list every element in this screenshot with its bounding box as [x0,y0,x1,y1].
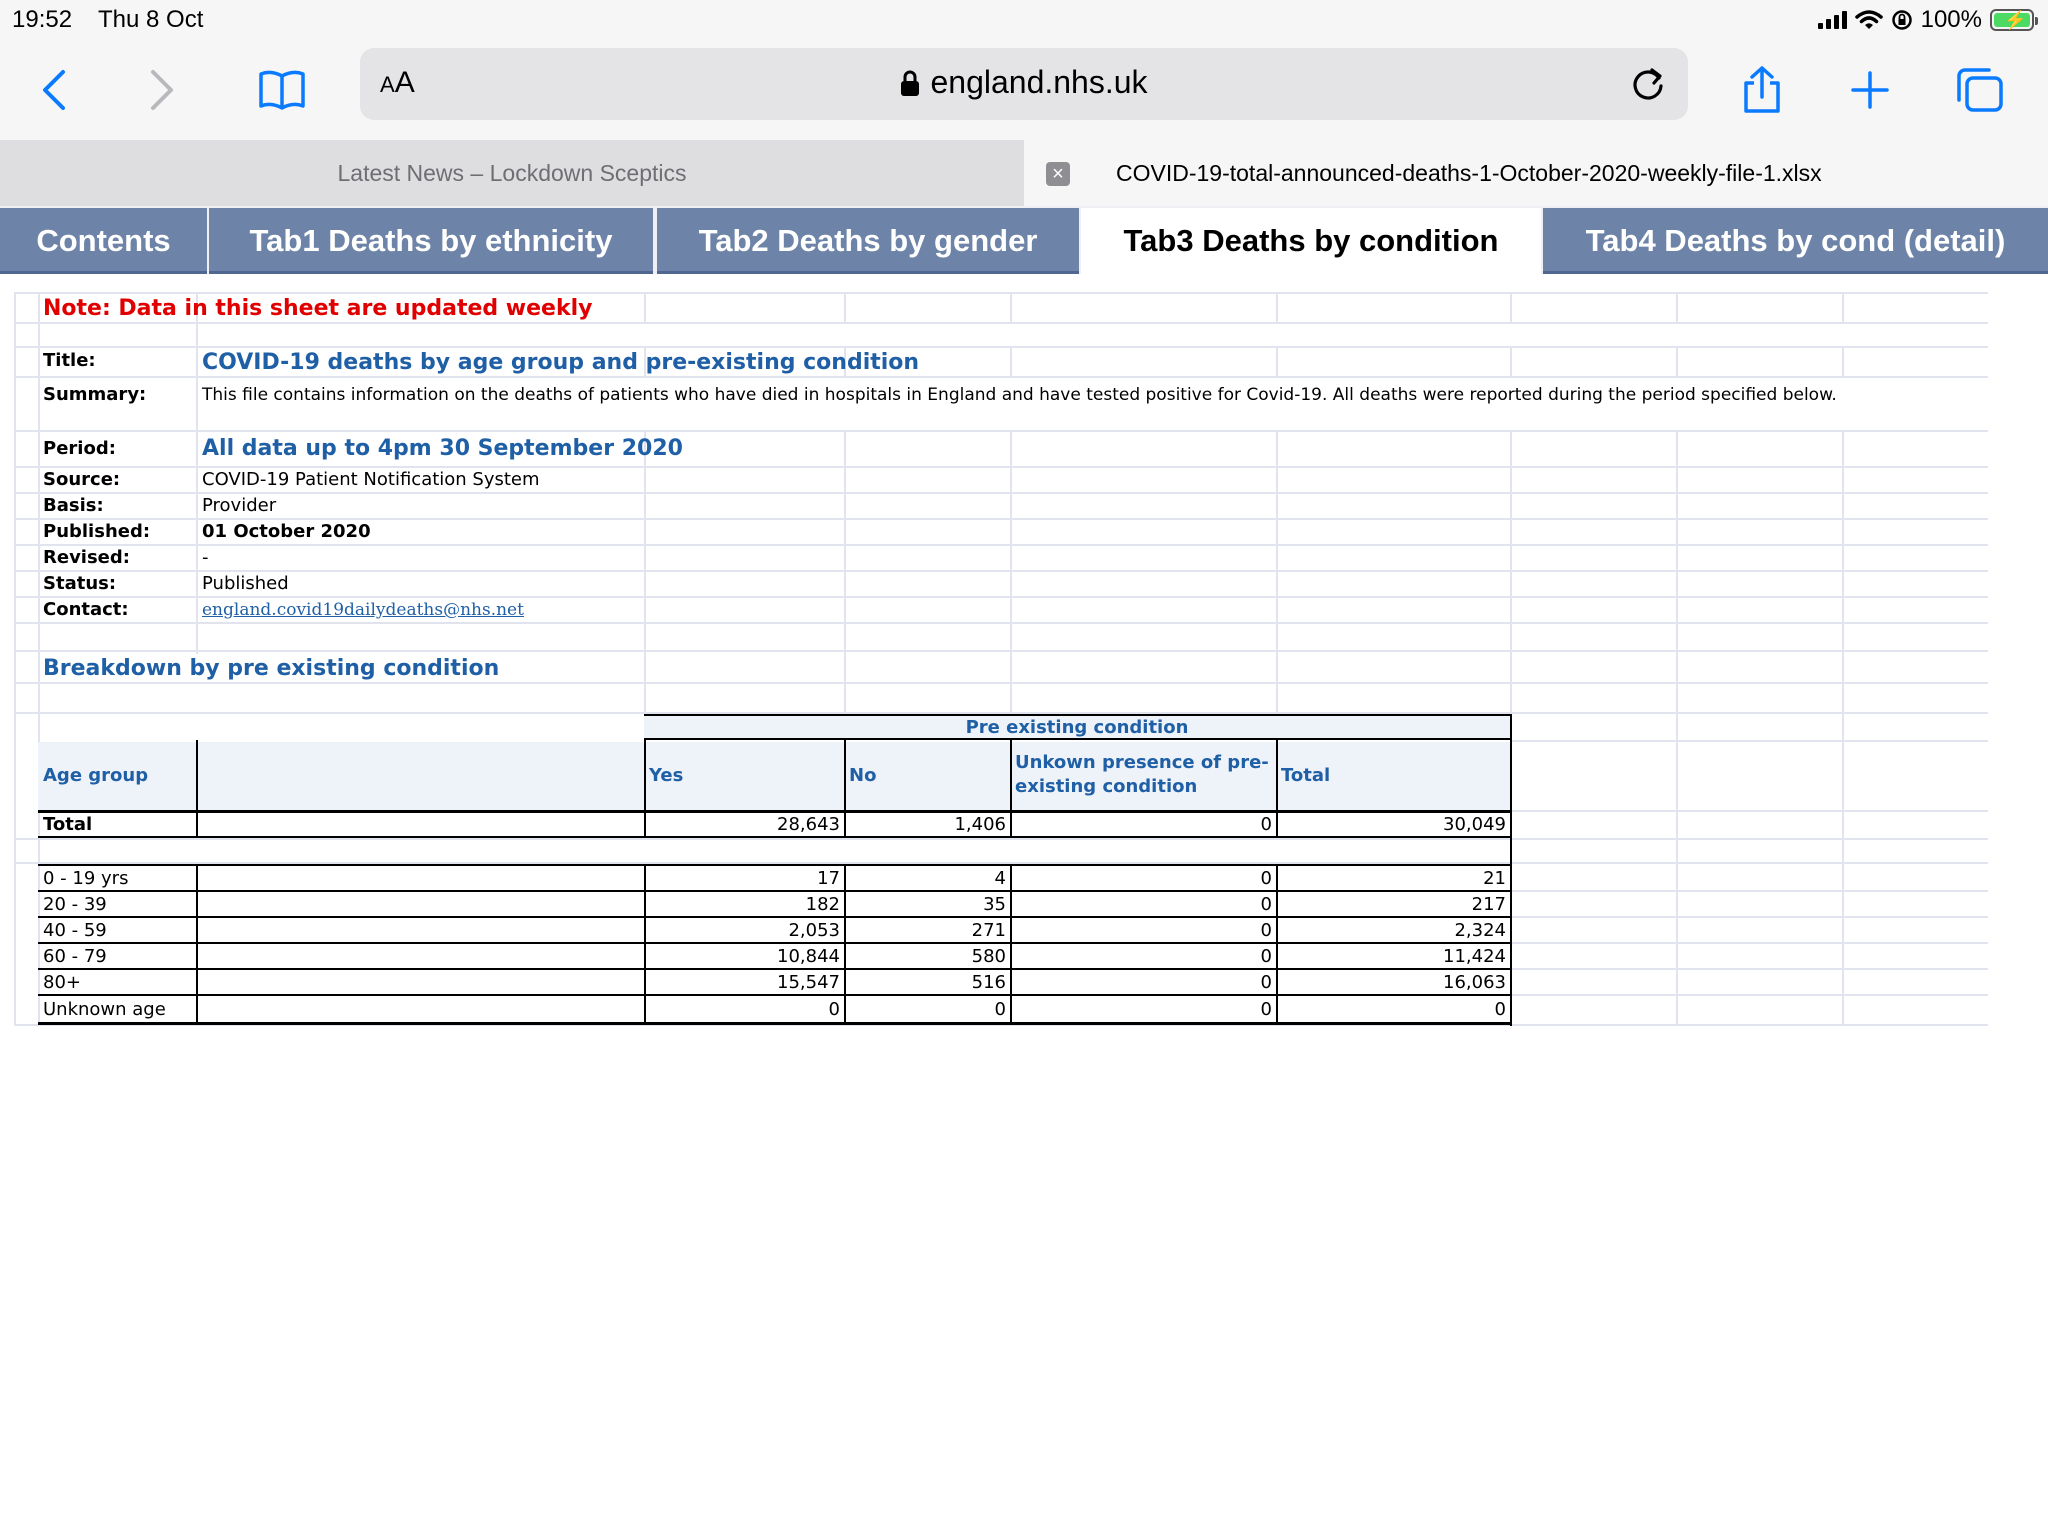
period-value: All data up to 4pm 30 September 2020 [202,436,683,461]
battery-percentage: 100% [1920,6,1982,33]
contact-email-link[interactable]: england.covid19dailydeaths@nhs.net [202,600,524,620]
col-header-unknown-line2: existing condition [1015,776,1198,797]
browser-toolbar [0,40,2048,140]
status-bar [0,0,2048,40]
book-icon [257,68,307,112]
revised-value: - [202,547,209,568]
source-label: Source: [43,469,121,490]
row-age: 20 - 39 [43,894,107,915]
basis-label: Basis: [43,495,104,516]
new-tab-button[interactable] [1840,60,1900,120]
reload-icon[interactable] [1628,64,1668,104]
row-no: 516 [971,972,1006,993]
row-total: 217 [1471,894,1506,915]
row-unknown: 0 [1260,946,1272,967]
row-age: Unknown age [43,999,166,1020]
orientation-lock-icon [1891,9,1913,31]
battery-icon: ⚡ [1990,9,2034,31]
browser-tab-xlsx[interactable] [1024,140,2048,206]
published-label: Published: [43,521,151,542]
total-yes: 28,643 [777,814,840,835]
summary-text: This file contains information on the deaths of patients who have died in hospitals in England and have tested positive for Covid-19. All deaths were reported during the period specified below. [202,385,1837,405]
wifi-icon [1855,9,1883,31]
status-date: Thu 8 Oct [98,6,204,33]
sheet-tab-ethnicity[interactable]: Tab1 Deaths by ethnicity [209,208,653,274]
row-no: 35 [983,894,1006,915]
row-no: 271 [971,920,1006,941]
cellular-signal-icon [1818,11,1847,29]
sheet-tab-bar [0,206,2048,274]
total-row-label: Total [43,814,93,835]
col-header-age-group: Age group [43,765,149,786]
row-unknown: 0 [1260,972,1272,993]
row-yes: 17 [817,868,840,889]
row-age: 80+ [43,972,81,993]
row-yes: 2,053 [788,920,840,941]
row-total: 2,324 [1454,920,1506,941]
browser-tab-title: COVID-19-total-announced-deaths-1-October-2020-weekly-file-1.xlsx [1116,160,1822,186]
row-no: 0 [994,999,1006,1020]
col-header-total: Total [1281,765,1331,786]
row-unknown: 0 [1260,920,1272,941]
url-text[interactable]: england.nhs.uk [930,64,1148,100]
published-value: 01 October 2020 [202,521,371,542]
share-button[interactable] [1732,60,1792,120]
row-total: 21 [1483,868,1506,889]
col-header-unknown-line1: Unkown presence of pre- [1015,752,1269,773]
status-label: Status: [43,573,117,594]
tabs-overview-button[interactable] [1950,60,2010,120]
revised-label: Revised: [43,547,130,568]
status-indicators [1818,5,2034,35]
row-yes: 0 [828,999,840,1020]
sheet-note: Note: Data in this sheet are updated weekly [43,296,593,321]
browser-tab-bar [0,140,2048,206]
summary-label: Summary: [43,384,147,405]
text-size-button[interactable]: AA [380,66,415,99]
row-unknown: 0 [1260,999,1272,1020]
row-total: 11,424 [1443,946,1506,967]
row-age: 60 - 79 [43,946,107,967]
status-value: Published [202,573,289,594]
address-bar[interactable] [360,48,1688,120]
total-total: 30,049 [1443,814,1506,835]
col-header-yes: Yes [649,765,684,786]
browser-tab-lockdown-sceptics[interactable]: Latest News – Lockdown Sceptics [0,140,1024,206]
total-unknown: 0 [1260,814,1272,835]
total-no: 1,406 [954,814,1006,835]
period-label: Period: [43,438,116,459]
group-header: Pre existing condition [965,717,1189,738]
spreadsheet [0,290,2048,1050]
basis-value: Provider [202,495,277,516]
lock-icon [900,69,920,97]
sheet-tab-condition-detail[interactable]: Tab4 Deaths by cond (detail) [1543,208,2048,274]
sheet-tab-contents[interactable]: Contents [0,208,207,274]
tabs-icon [1955,66,2005,114]
sheet-tab-gender[interactable]: Tab2 Deaths by gender [657,208,1079,274]
breakdown-heading: Breakdown by pre existing condition [43,656,500,681]
row-yes: 10,844 [777,946,840,967]
row-no: 580 [971,946,1006,967]
row-age: 40 - 59 [43,920,107,941]
col-header-no: No [849,765,877,786]
plus-icon [1850,70,1890,110]
contact-label: Contact: [43,599,129,620]
close-tab-icon[interactable]: × [1046,162,1070,186]
chevron-left-icon [39,68,69,112]
back-button[interactable] [24,60,84,120]
forward-button[interactable] [132,60,192,120]
sheet-tab-condition[interactable]: Tab3 Deaths by condition [1081,208,1541,274]
row-total: 16,063 [1443,972,1506,993]
share-icon [1740,65,1784,115]
source-value: COVID-19 Patient Notification System [202,469,540,490]
row-no: 4 [994,868,1006,889]
row-unknown: 0 [1260,868,1272,889]
row-unknown: 0 [1260,894,1272,915]
status-time: 19:52 [12,6,73,33]
sheet-title: COVID-19 deaths by age group and pre-existing condition [202,350,920,375]
row-total: 0 [1494,999,1506,1020]
row-yes: 15,547 [777,972,840,993]
title-label: Title: [43,350,96,371]
chevron-right-icon [147,68,177,112]
bookmarks-button[interactable] [252,60,312,120]
row-age: 0 - 19 yrs [43,868,129,889]
row-yes: 182 [805,894,840,915]
